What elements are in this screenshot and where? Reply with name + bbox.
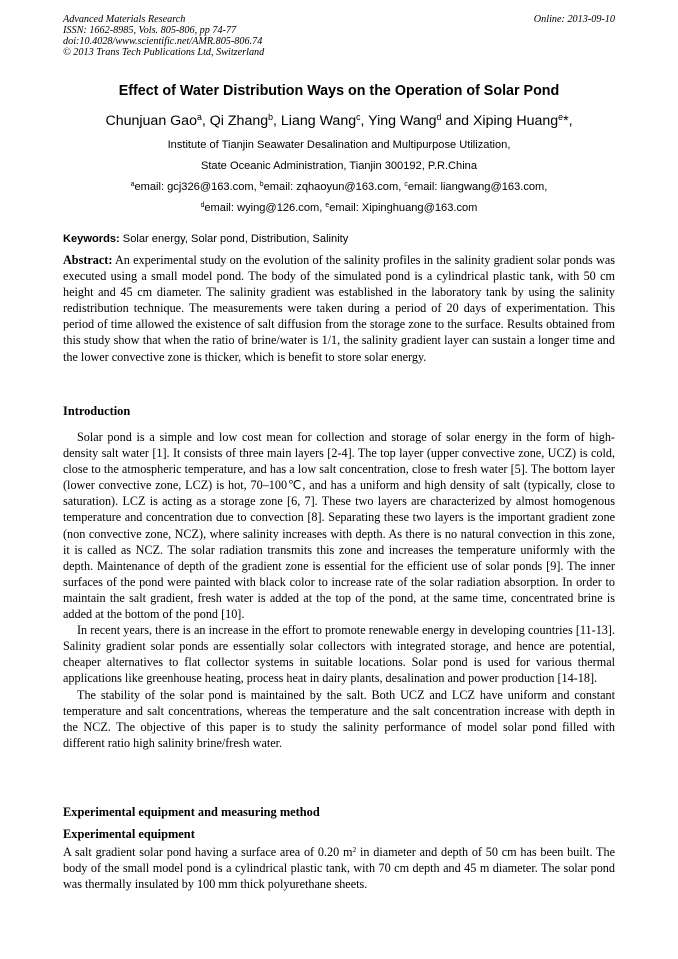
abstract — [63, 252, 615, 365]
journal-name: Advanced Materials Research — [63, 14, 186, 25]
journal-issn: ISSN: 1662-8985, Vols. 805-806, pp 74-77 — [63, 25, 237, 36]
paper-title: Effect of Water Distribution Ways on the Operation of Solar Pond — [118, 83, 560, 99]
author-mark: c — [356, 112, 361, 123]
experimental-subheading: Experimental equipment — [63, 827, 195, 841]
online-date-text: Online: 2013-09-10 — [533, 14, 615, 25]
online-date — [534, 14, 615, 25]
affiliation-line-2: State Oceanic Administration, Tianjin 300192, P.R.China — [200, 160, 478, 172]
author-name: , Qi Zhang — [201, 113, 269, 129]
introduction-body — [63, 429, 615, 751]
author-name: , Liang Wang — [273, 113, 357, 129]
email-mark: a — [130, 181, 135, 189]
experimental-heading: Experimental equipment and measuring method — [63, 805, 320, 819]
author-mark: a — [196, 112, 202, 123]
author-mark: b — [268, 112, 274, 123]
keywords-label: Keywords: — [63, 233, 120, 245]
introduction-heading: Introduction — [63, 404, 131, 418]
email-line-1 — [0, 181, 678, 193]
author-name: Chunjuan Gao — [105, 113, 197, 129]
author-list — [0, 113, 678, 129]
journal-doi[interactable]: doi:10.4028/www.scientific.net/AMR.805-806.74 — [63, 36, 263, 47]
author-mark: d — [436, 112, 442, 123]
affiliation-line-1: Institute of Tianjin Seawater Desalination and Multipurpose Utilization, — [167, 139, 511, 151]
journal-header — [63, 14, 264, 58]
author-name: , Ying Wang — [360, 113, 437, 129]
corresponding-mark: *, — [563, 113, 573, 129]
email-line-2 — [0, 202, 678, 214]
email-address[interactable]: email: liangwang@163.com, — [407, 181, 548, 193]
author-mark: e — [558, 112, 564, 123]
abstract-text: An experimental study on the evolution of the salinity profiles in the salinity gradient solar ponds was executed using a small model pond. The body of the simulated pond is a cylindrical plastic tank, with 50 cm height and 45 cm diameter. The salinity gradient was established in the laboratory tank by using the salinity redistribution technique. The measurements were taken during a period of 20 days of experimentation. This period of time allowed the existence of salt diffusion from the storage zone to the surface. Results obtained from this study show that when the ratio of brine/water is 1/1, the salinity gradient layer can sustain a longer time and the lower convective zone is thicker, which is benefit to store solar energy. — [63, 253, 615, 364]
email-address[interactable]: email: Xipinghuang@163.com — [329, 202, 478, 214]
journal-copyright: © 2013 Trans Tech Publications Ltd, Switzerland — [63, 47, 265, 58]
experimental-paragraph-1 — [63, 844, 615, 892]
experimental-text: A salt gradient solar pond having a surface area of 0.20 m — [63, 845, 353, 859]
email-address[interactable]: email: wying@126.com, — [204, 202, 326, 214]
email-mark: e — [325, 202, 330, 210]
email-mark: d — [200, 202, 205, 210]
email-address[interactable]: email: gcj326@163.com, — [134, 181, 260, 193]
introduction-paragraph-2: In recent years, there is an increase in the effort to promote renewable energy in developing countries [11-13]. Salinity gradient solar ponds are essentially solar collectors with integrated storage, and hence are potential, cheaper alternatives to flat collector systems in suitable locations. Solar pond is used for various thermal applications like greenhouse heating, process heat in dairy plants, desalination and power production [14-18]. — [63, 623, 615, 686]
experimental-body — [63, 844, 615, 892]
introduction-paragraph-1: Solar pond is a simple and low cost mean for collection and storage of solar energy in the form of high-density salt water [1]. It consists of three main layers [2-4]. The top layer (upper convective zone, UCZ) is cold, close to the atmospheric temperature, and has a low salt concentration, close to fresh water [5]. The bottom layer (lower convective zone, LCZ) is hot, 70–100℃, and has a uniform and high density of salt (typically, close to saturation). LCZ is acting as a storage zone [6, 7]. These two layers are characterized by almost homogenous temperature and concentration due to convection [8]. Separating these two layers is the important gradient zone (non convective zone, NCZ), where salinity increases with depth. As there is no natural convection in this zone, it is called as NCZ. The solar radiation transmits this zone and increases the temperature uniformly with the depth. Maintenance of depth of the gradient zone is essential for the efficient use of solar ponds [9]. The inner surfaces of the pond were painted with black color to increase rate of the solar radiation absorption. In order to maintain the salt gradient, fresh water is added at the top of the pond, at the same time, concentrated brine is added at the bottom of the pond [10]. — [63, 430, 615, 622]
superscript: 2 — [352, 844, 357, 854]
email-address[interactable]: email: zqhaoyun@163.com, — [263, 181, 405, 193]
abstract-label: Abstract: — [63, 253, 113, 267]
author-name: and Xiping Huang — [441, 113, 559, 129]
experimental-text: in diameter and depth of 50 cm has been built. The body of the small model pond is a cylindrical plastic tank, with 70 cm depth and 45 m diameter. The solar pond was thermally insulated by 100 mm thick polyurethane sheets. — [63, 845, 616, 892]
keywords-text: Solar energy, Solar pond, Distribution, Salinity — [119, 233, 349, 245]
email-mark: b — [259, 181, 264, 189]
email-mark: c — [404, 181, 408, 189]
introduction-paragraph-3: The stability of the solar pond is maintained by the salt. Both UCZ and LCZ have uniform and constant temperature and salt concentrations, whereas the temperature and the salt concentration increase with depth in the NCZ. The objective of this paper is to study the salinity performance of model solar pond filled with different ratio high salinity brine/fresh water. — [63, 687, 615, 750]
keywords — [63, 233, 348, 245]
